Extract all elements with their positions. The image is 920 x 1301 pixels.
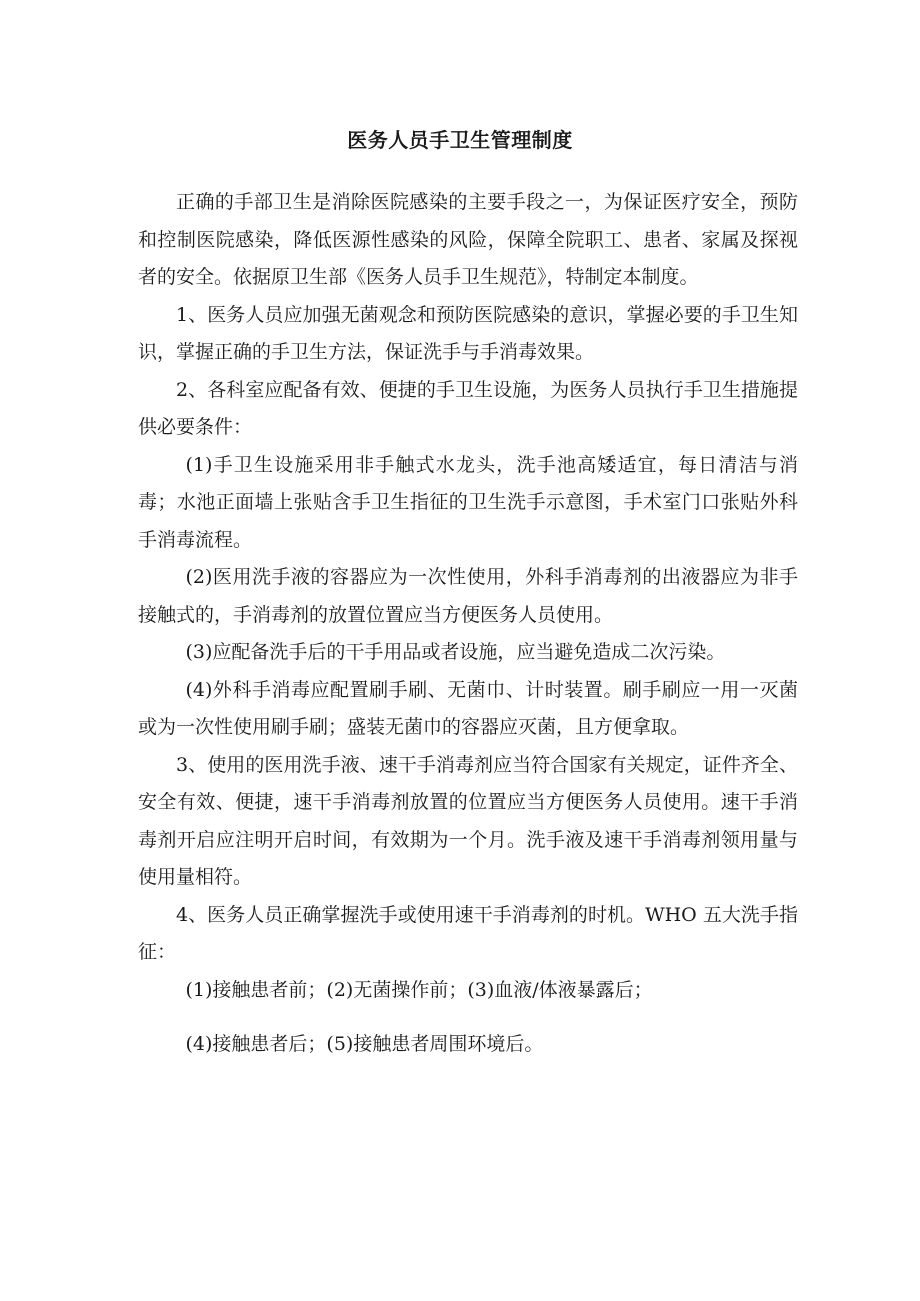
intro-paragraph: 正确的手部卫生是消除医院感染的主要手段之一，为保证医疗安全，预防和控制医院感染，降低医源性感染的风险，保障全院职工、患者、家属及探视者的安全。依据原卫生部《医务人员手卫生规范》，特制定本制度。	[138, 191, 798, 288]
clause-3-paragraph: 3、使用的医用洗手液、速干手消毒剂应当符合国家有关规定，证件齐全、安全有效、便捷，速干手消毒剂放置的位置应当方便医务人员使用。速干手消毒剂开启应注明开启时间，有效期为一个月。洗手液及速干手消毒剂领用量与使用量相符。	[138, 753, 798, 888]
document-body	[138, 184, 798, 1064]
clause-2-item-3: (3)应配备洗手后的干手用品或者设施，应当避免造成二次污染。	[185, 641, 726, 663]
hand-hygiene-indications-line-2: (4)接触患者后；(5)接触患者周围环境后。	[185, 1033, 544, 1055]
clause-2-item-2: (2)医用洗手液的容器应为一次性使用，外科手消毒剂的出液器应为非手接触式的，手消毒剂的放置位置应当方便医务人员使用。	[138, 566, 798, 626]
clause-4-paragraph: 4、医务人员正确掌握洗手或使用速干手消毒剂的时机。WHO 五大洗手指征：	[138, 903, 798, 963]
document-title: 医务人员手卫生管理制度	[347, 128, 573, 152]
clause-2-paragraph: 2、各科室应配备有效、便捷的手卫生设施，为医务人员执行手卫生措施提供必要条件：	[138, 378, 798, 438]
clause-1-paragraph: 1、医务人员应加强无菌观念和预防医院感染的意识，掌握必要的手卫生知识，掌握正确的手卫生方法，保证洗手与手消毒效果。	[138, 303, 798, 363]
clause-2-item-4: (4)外科手消毒应配置刷手刷、无菌巾、计时装置。刷手刷应一用一灭菌或为一次性使用刷手刷；盛装无菌巾的容器应灭菌，且方便拿取。	[138, 678, 798, 738]
clause-2-item-1: (1)手卫生设施采用非手触式水龙头，洗手池高矮适宜，每日清洁与消毒；水池正面墙上张贴含手卫生指征的卫生洗手示意图，手术室门口张贴外科手消毒流程。	[138, 453, 798, 551]
hand-hygiene-indications-line-1: (1)接触患者前；(2)无菌操作前；(3)血液/体液暴露后；	[185, 978, 653, 1001]
